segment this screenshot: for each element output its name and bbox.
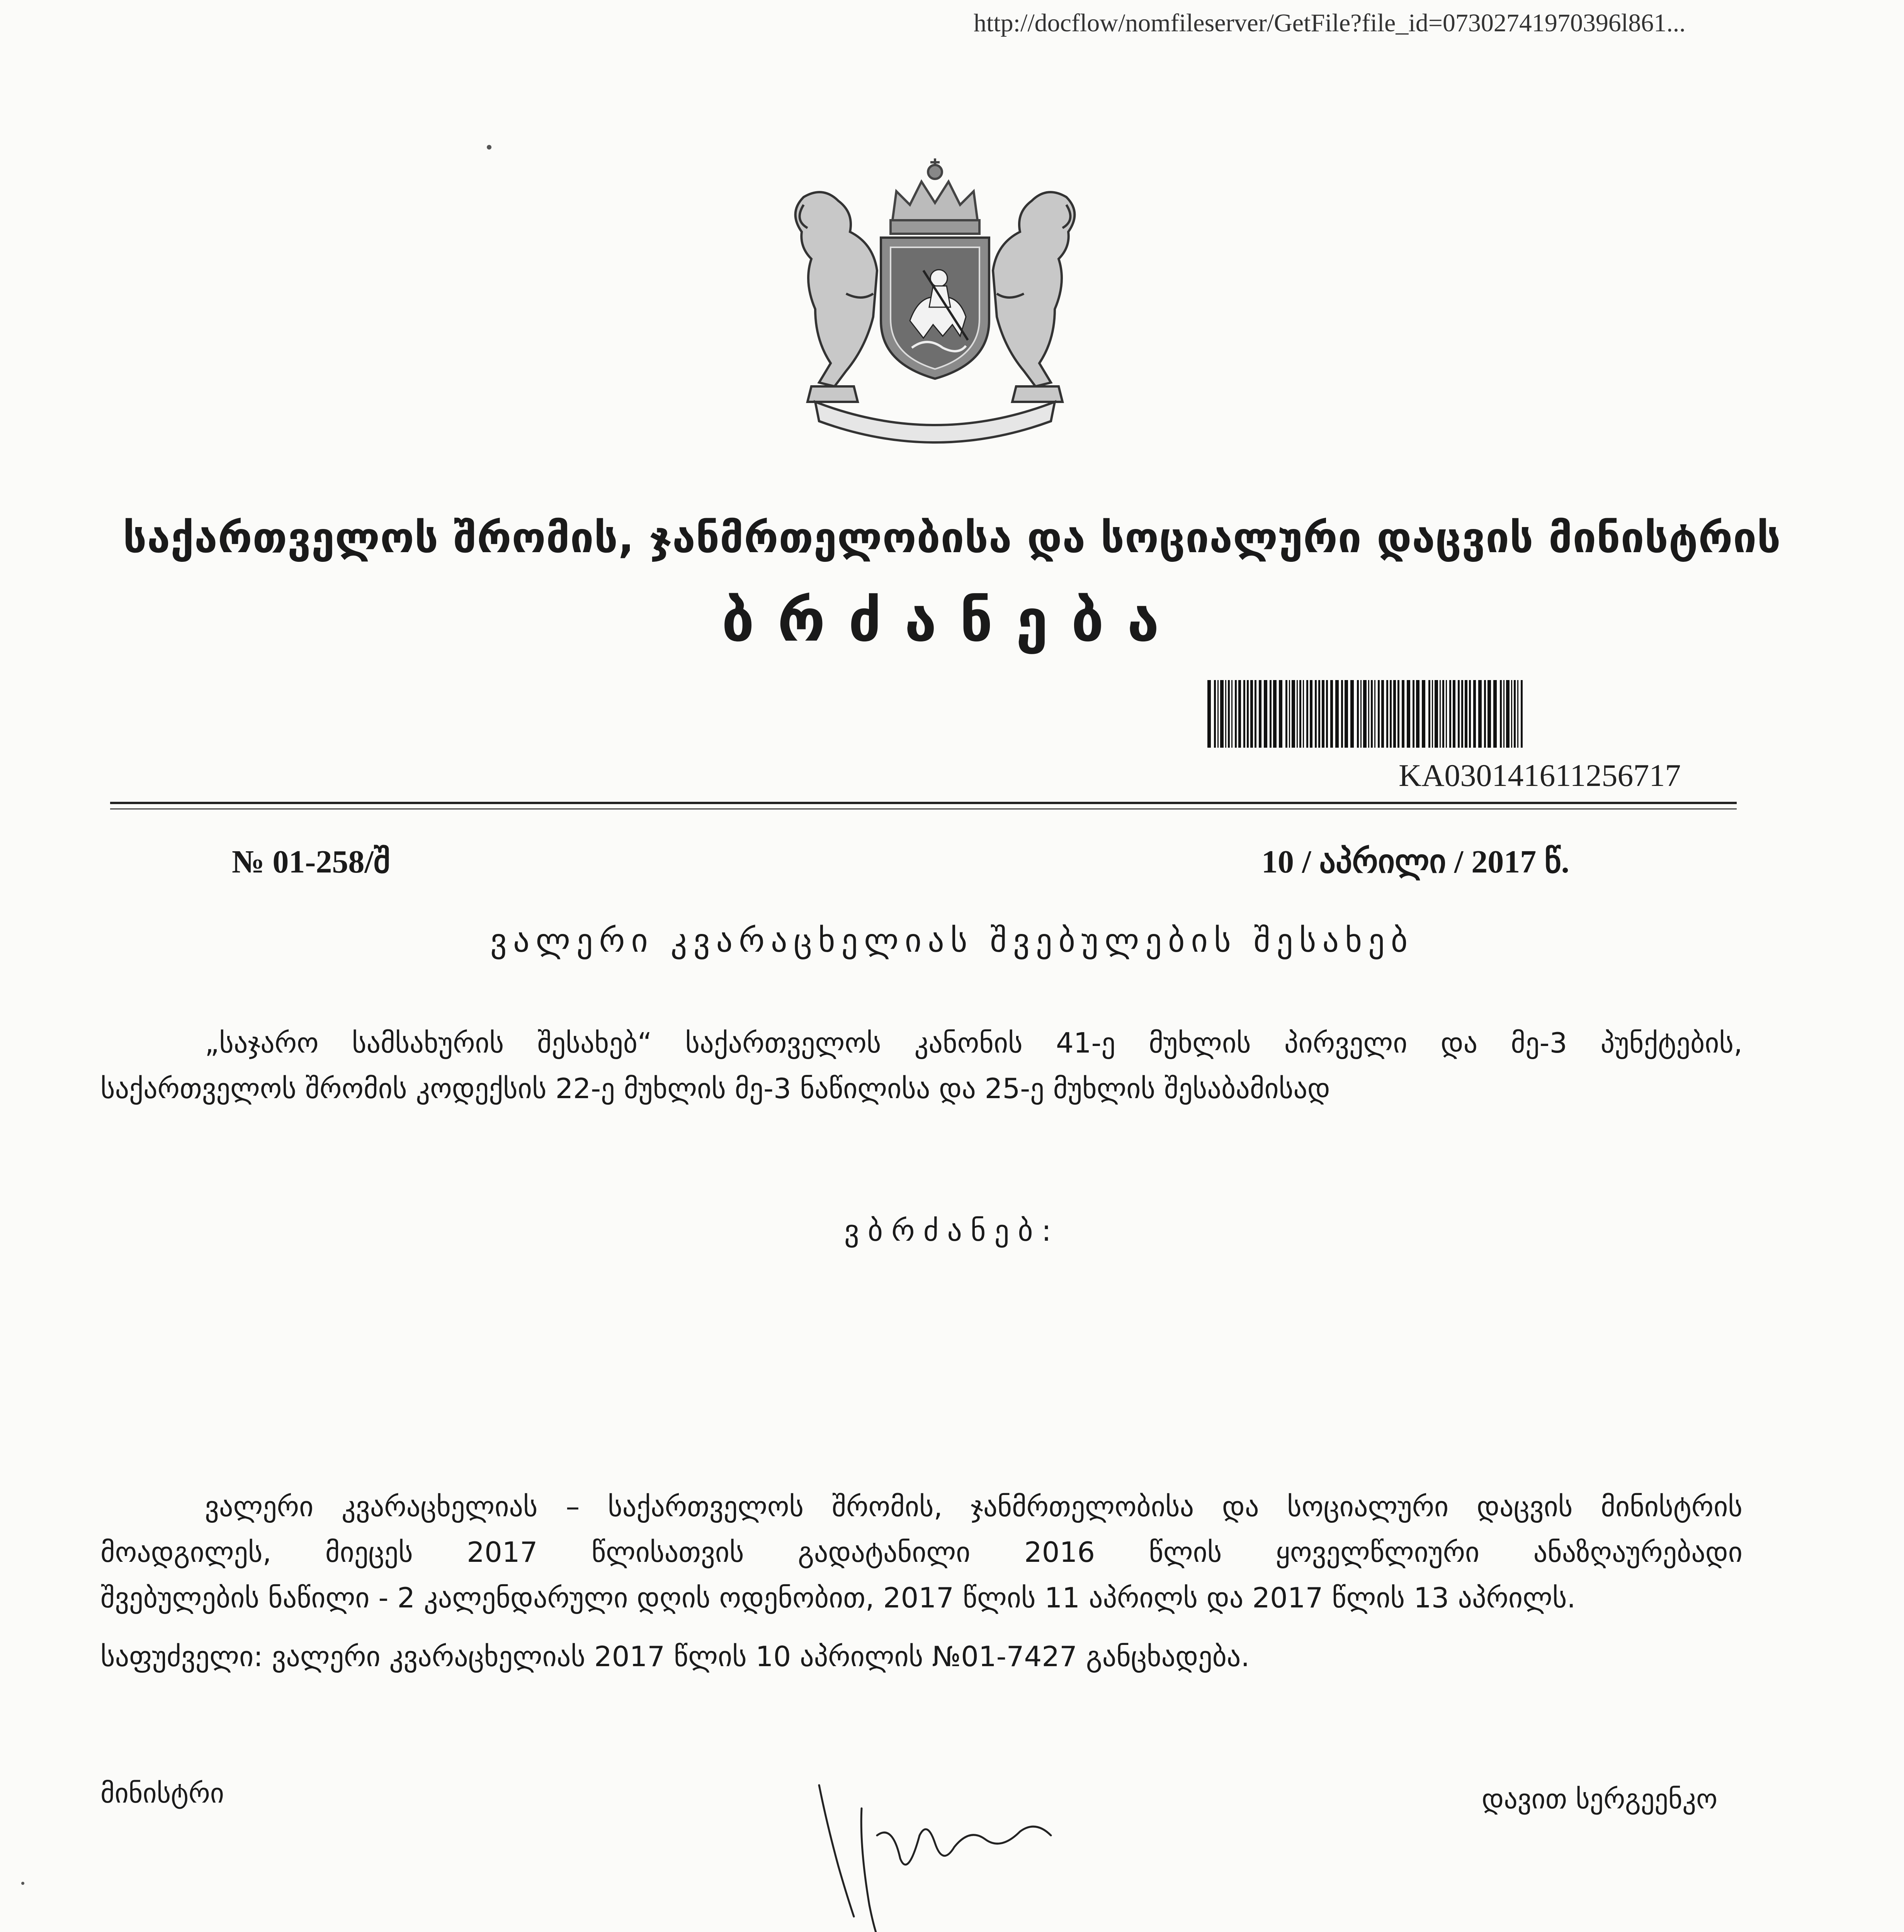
barcode-bar — [1517, 680, 1518, 748]
barcode-bar — [1386, 680, 1388, 748]
barcode-bar — [1259, 680, 1261, 748]
barcode-bar — [1402, 680, 1404, 748]
barcode-bar — [1478, 680, 1482, 748]
barcode-bar — [1303, 680, 1304, 748]
barcode-bar — [1381, 680, 1384, 748]
barcode-bar — [1469, 680, 1471, 748]
barcode-bar — [1297, 680, 1298, 748]
barcode-bar — [1310, 680, 1312, 748]
barcode-bar — [1357, 680, 1359, 748]
ministry-title: საქართველოს შრომის, ჯანმრთელობისა და სოციალური დაცვის მინისტრის — [123, 514, 1781, 562]
barcode-bar — [1360, 680, 1362, 748]
barcode-bar — [1270, 680, 1272, 748]
barcode-bar — [1279, 680, 1282, 748]
order-body-paragraph — [100, 1484, 1742, 1621]
barcode-bar — [1453, 680, 1455, 748]
barcode-bar — [1416, 680, 1420, 748]
barcode-bar — [1225, 680, 1226, 748]
barcode-bar — [1247, 680, 1249, 748]
barcode-bar — [1371, 680, 1373, 748]
barcode-bar — [1363, 680, 1367, 748]
barcode-bar — [1484, 680, 1486, 748]
document-date: 10 / აპრილი / 2017 წ. — [1261, 844, 1569, 880]
barcode-bar — [1449, 680, 1451, 748]
barcode-bar — [1428, 680, 1430, 748]
barcode-bar — [1407, 680, 1410, 748]
barcode-bar — [1238, 680, 1241, 748]
barcode-bar — [1514, 680, 1516, 748]
barcode-bar — [1374, 680, 1375, 748]
barcode-bar — [1264, 680, 1267, 748]
barcode-bar — [1368, 680, 1369, 748]
barcode-bar — [1432, 680, 1433, 748]
document-url: http://docflow/nomfileserver/GetFile?file_id=07302741970396l861... — [974, 9, 1686, 37]
barcode-bar — [1289, 680, 1290, 748]
barcode-bar — [1217, 680, 1219, 748]
body-line: შვებულების ნაწილი - 2 კალენდარული დღის ოდენობით, 2017 წლის 11 აპრილს და 2017 წლის 13 აპრილს. — [100, 1582, 1576, 1614]
barcode-bar — [1273, 680, 1277, 748]
barcode-bar — [1461, 680, 1463, 748]
barcode-bar — [1393, 680, 1396, 748]
barcode-bar — [1250, 680, 1253, 748]
document-subject: ვალერი კვარაცხელიას შვებულების შესახებ — [490, 922, 1414, 959]
barcode-bar — [1503, 680, 1504, 748]
preamble-paragraph — [100, 1020, 1742, 1111]
barcode-bar — [1315, 680, 1317, 748]
signer-role: მინისტრი — [100, 1777, 224, 1809]
barcode-bar — [1442, 680, 1444, 748]
barcode-bar — [1378, 680, 1380, 748]
document-number: № 01-258/შ — [232, 844, 391, 880]
barcode-bar — [1435, 680, 1438, 748]
barcode-bar — [1235, 680, 1237, 748]
preamble-line: „საჯარო სამსახურის შესახებ“ საქართველოს კანონის 41-ე მუხლის პირველი და მე-3 პუნქტების, — [205, 1027, 1742, 1059]
header-divider — [110, 802, 1737, 804]
coat-of-arms-icon — [757, 155, 1113, 448]
barcode-bar — [1473, 680, 1476, 748]
barcode-bar — [1318, 680, 1320, 748]
barcode-bar — [1228, 680, 1230, 748]
barcode-bar — [1440, 680, 1441, 748]
barcode-bar — [1350, 680, 1354, 748]
barcode-bar — [1488, 680, 1491, 748]
body-line: მოადგილეს, მიეცეს 2017 წლისათვის გადატანილი 2016 წლის ყოველწლიური ანაზღაურებადი — [100, 1536, 1742, 1568]
scan-speck — [21, 1882, 24, 1885]
barcode-bar — [1458, 680, 1460, 748]
barcode-bar — [1322, 680, 1324, 748]
barcode-bar — [1306, 680, 1308, 748]
barcode-bar — [1326, 680, 1328, 748]
barcode-bar — [1285, 680, 1287, 748]
barcode-bar — [1465, 680, 1467, 748]
barcode-bar — [1292, 680, 1295, 748]
barcode-bar — [1243, 680, 1245, 748]
order-word: ვბრძანებ: — [844, 1213, 1060, 1248]
barcode-bar — [1413, 680, 1414, 748]
barcode-bar — [1345, 680, 1348, 748]
scan-speck — [487, 145, 491, 150]
barcode-bar — [1299, 680, 1301, 748]
barcode-icon — [1207, 680, 1524, 748]
barcode-bar — [1390, 680, 1392, 748]
barcode-bar — [1207, 680, 1211, 748]
barcode-bar — [1511, 680, 1512, 748]
barcode-bar — [1506, 680, 1510, 748]
barcode-bar — [1214, 680, 1216, 748]
barcode-bar — [1220, 680, 1224, 748]
basis-line: საფუძველი: ვალერი კვარაცხელიას 2017 წლის 10 აპრილის №01-7427 განცხადება. — [100, 1640, 1250, 1673]
signature-image — [804, 1777, 1105, 1932]
barcode-bar — [1422, 680, 1425, 748]
body-line: ვალერი კვარაცხელიას – საქართველოს შრომის, ჯანმრთელობისა და სოციალური დაცვის მინისტრის — [205, 1490, 1742, 1523]
barcode-bar — [1255, 680, 1256, 748]
barcode-bar — [1341, 680, 1343, 748]
document-title: ბრძანება — [721, 587, 1183, 655]
barcode-bar — [1521, 680, 1523, 748]
barcode-number: KA030141611256717 — [1399, 758, 1681, 793]
header-divider-thin — [110, 808, 1737, 810]
barcode-bar — [1397, 680, 1399, 748]
barcode-bar — [1335, 680, 1339, 748]
barcode-bar — [1500, 680, 1502, 748]
barcode-bar — [1446, 680, 1447, 748]
barcode-bar — [1493, 680, 1497, 748]
signer-name: დავით სერგეენკო — [1482, 1783, 1718, 1815]
preamble-line: საქართველოს შრომის კოდექსის 22-ე მუხლის მე-3 ნაწილისა და 25-ე მუხლის შესაბამისად — [100, 1072, 1330, 1105]
barcode-bar — [1330, 680, 1333, 748]
barcode-bar — [1231, 680, 1232, 748]
